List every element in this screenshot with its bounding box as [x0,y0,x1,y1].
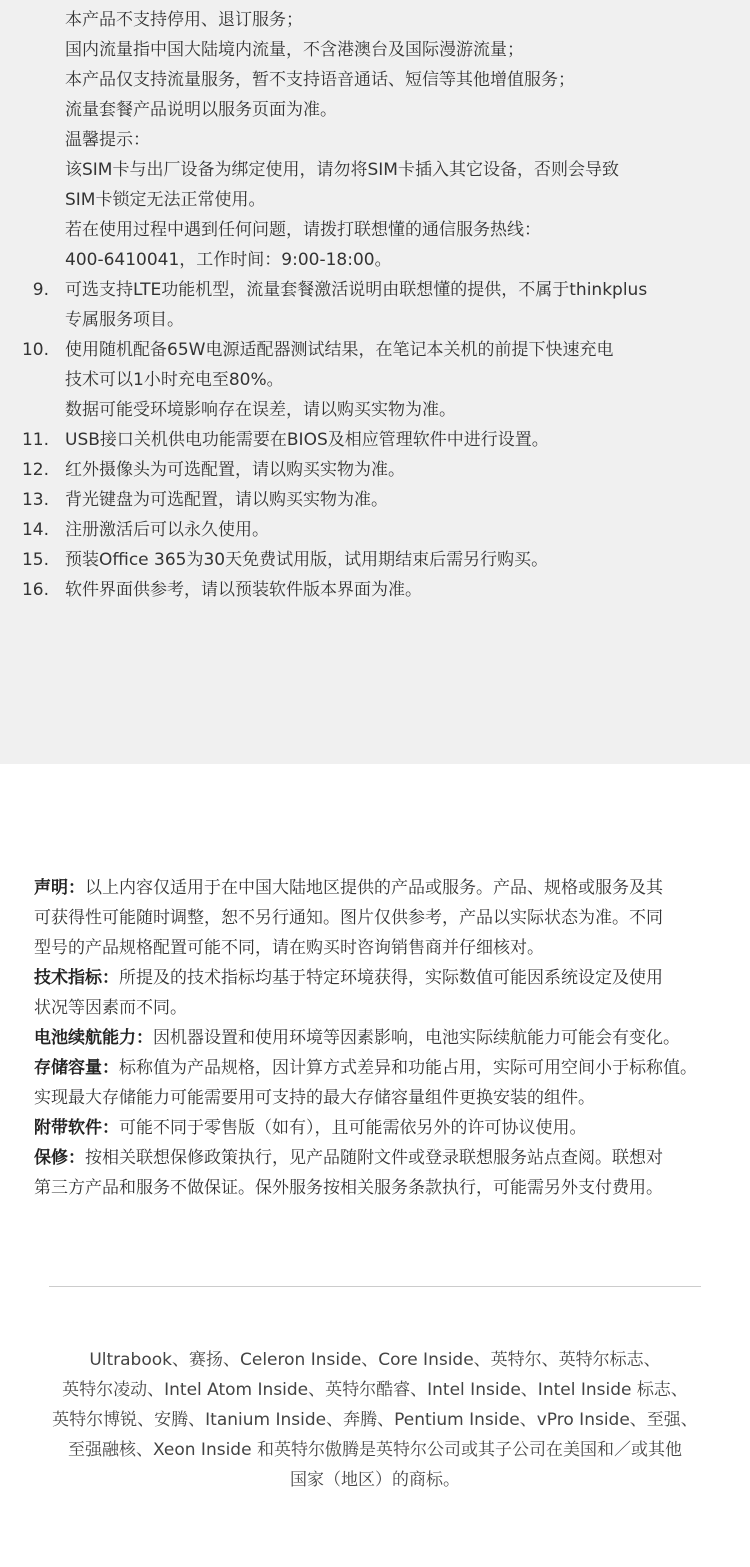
disclaimer-text: 实现最大存储能力可能需要用可支持的最大存储容量组件更换安装的组件。 [34,1088,595,1108]
note-line [0,425,750,455]
disclaimer-label: 保修： [34,1148,85,1168]
trademark-notice [0,1345,750,1495]
note-text: 技术可以1小时充电至80%。 [65,370,284,390]
note-text: 预装Office 365为30天免费试用版，试用期结束后需另行购买。 [65,550,549,570]
note-line [0,65,750,95]
disclaimer-line [34,963,724,993]
note-text: 数据可能受环境影响存在误差，请以购买实物为准。 [65,400,456,420]
note-text: 可选支持LTE功能机型，流量套餐激活说明由联想懂的提供，不属于thinkplus [65,280,648,300]
note-number: 14. [21,520,49,540]
note-line [0,275,750,305]
note-number: 10. [21,340,49,360]
note-text: 背光键盘为可选配置，请以购买实物为准。 [65,490,388,510]
disclaimer-label: 声明： [34,878,85,898]
note-text: 本产品仅支持流量服务，暂不支持语音通话、短信等其他增值服务； [65,70,575,90]
section-divider [49,1286,701,1287]
note-number: 13. [21,490,49,510]
disclaimer-text: 状况等因素而不同。 [34,998,187,1018]
note-line [0,515,750,545]
disclaimer-text: 按相关联想保修政策执行，见产品随附文件或登录联想服务站点查阅。联想对 [85,1148,663,1168]
note-line [0,575,750,605]
disclaimer-label: 附带软件： [34,1118,119,1138]
disclaimer-text: 第三方产品和服务不做保证。保外服务按相关服务条款执行，可能需另外支付费用。 [34,1178,663,1198]
note-text: 专属服务项目。 [65,310,184,330]
note-text: USB接口关机供电功能需要在BIOS及相应管理软件中进行设置。 [65,430,549,450]
note-text: 软件界面供参考，请以预装软件版本界面为准。 [65,580,422,600]
disclaimer-line [34,933,724,963]
disclaimer-text: 因机器设置和使用环境等因素影响，电池实际续航能力可能会有变化。 [153,1028,680,1048]
note-line [0,245,750,275]
note-line [0,395,750,425]
disclaimer-label: 存储容量： [34,1058,119,1078]
note-line [0,95,750,125]
note-line [0,305,750,335]
note-text: SIM卡锁定无法正常使用。 [65,190,266,210]
note-text: 温馨提示： [65,130,150,150]
disclaimer-label: 电池续航能力： [34,1028,153,1048]
note-text: 注册激活后可以永久使用。 [65,520,269,540]
note-line [0,485,750,515]
trademark-line: 至强融核、Xeon Inside 和英特尔傲腾是英特尔公司或其子公司在美国和／或其他 [68,1440,682,1460]
note-number: 15. [21,550,49,570]
disclaimer-section [34,873,724,1203]
disclaimer-line [34,903,724,933]
note-line [0,125,750,155]
disclaimer-line [34,1053,724,1083]
note-line [0,185,750,215]
note-text: 若在使用过程中遇到任何问题，请拨打联想懂的通信服务热线： [65,220,541,240]
note-line [0,155,750,185]
note-line [0,335,750,365]
note-line [0,455,750,485]
note-line [0,215,750,245]
disclaimer-line [34,1083,724,1113]
disclaimer-line [34,873,724,903]
note-number: 9. [32,280,49,300]
disclaimer-line [34,1173,724,1203]
disclaimer-text: 型号的产品规格配置可能不同，请在购买时咨询销售商并仔细核对。 [34,938,544,958]
note-number: 12. [21,460,49,480]
disclaimer-line [34,993,724,1023]
disclaimer-text: 可获得性可能随时调整，恕不另行通知。图片仅供参考，产品以实际状态为准。不同 [34,908,663,928]
disclaimer-text: 所提及的技术指标均基于特定环境获得，实际数值可能因系统设定及使用 [119,968,663,988]
note-text: 400-6410041，工作时间：9:00-18:00。 [65,250,392,270]
trademark-line: 英特尔博锐、安腾、Itanium Inside、奔腾、Pentium Inside、vPro Inside、至强、 [52,1410,698,1430]
disclaimer-line [34,1143,724,1173]
note-line [0,35,750,65]
note-text: 流量套餐产品说明以服务页面为准。 [65,100,337,120]
note-number: 16. [21,580,49,600]
note-text: 该SIM卡与出厂设备为绑定使用，请勿将SIM卡插入其它设备，否则会导致 [65,160,619,180]
note-line [0,545,750,575]
note-text: 本产品不支持停用、退订服务； [65,10,303,30]
note-line [0,5,750,35]
trademark-line: 国家（地区）的商标。 [290,1470,460,1490]
disclaimer-line [34,1023,724,1053]
disclaimer-text: 可能不同于零售版（如有），且可能需依另外的许可协议使用。 [119,1118,587,1138]
notes-section [0,0,750,764]
disclaimer-line [34,1113,724,1143]
disclaimer-text: 标称值为产品规格，因计算方式差异和功能占用，实际可用空间小于标称值。 [119,1058,697,1078]
disclaimer-label: 技术指标： [34,968,119,988]
trademark-line: 英特尔凌动、Intel Atom Inside、英特尔酷睿、Intel Inside、Intel Inside 标志、 [62,1380,688,1400]
note-text: 国内流量指中国大陆境内流量，不含港澳台及国际漫游流量； [65,40,524,60]
note-number: 11. [21,430,49,450]
trademark-line: Ultrabook、赛扬、Celeron Inside、Core Inside、英特尔、英特尔标志、 [89,1350,661,1370]
disclaimer-text: 以上内容仅适用于在中国大陆地区提供的产品或服务。产品、规格或服务及其 [85,878,663,898]
note-text: 红外摄像头为可选配置，请以购买实物为准。 [65,460,405,480]
note-line [0,365,750,395]
note-text: 使用随机配备65W电源适配器测试结果，在笔记本关机的前提下快速充电 [65,340,614,360]
